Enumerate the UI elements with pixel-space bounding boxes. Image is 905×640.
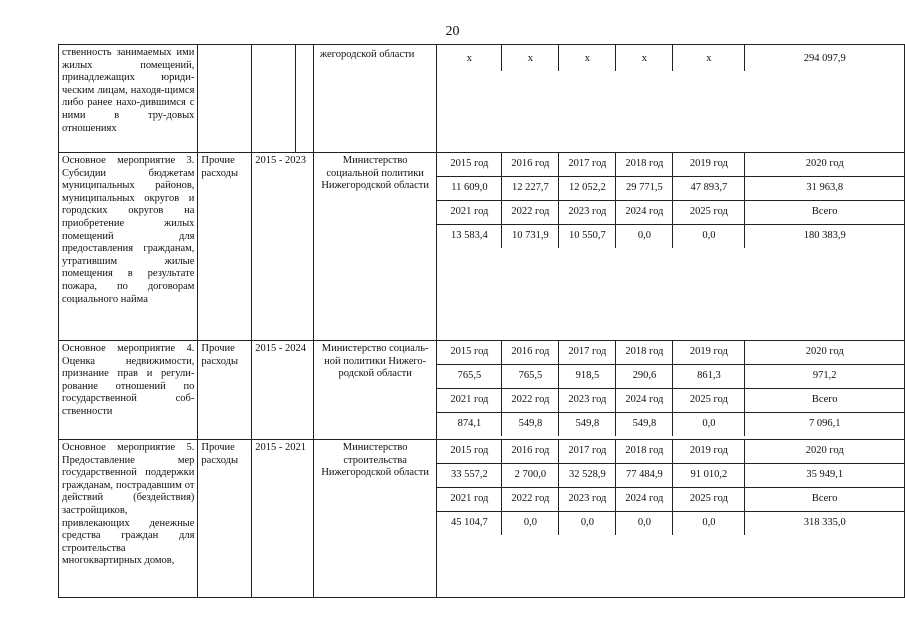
expense-type: Прочие расходы	[198, 341, 252, 440]
expense-type: Прочие расходы	[198, 153, 252, 341]
values-grid: 2015 год 2016 год 2017 год 2018 год 2019 год 2020 год 33 557,2 2 700,0 32 528,9 77 484,9 91 010,2 35 949,1 2021 год 2022 год 2023 год 2024 год 2025 год Всего 45 104,7 0,0 0,0 0,0 0,0 318 335,0	[437, 440, 904, 535]
measure-name: ственность занимаемых ими жилых помещений, принадлежащих юриди-ческим лицам, находя-щимся либо ранее нахо-дившимся с ними в тру-довых отношениях	[59, 45, 198, 153]
period: 2015 - 2024	[252, 341, 314, 440]
responsible-org: Министерство социаль-ной политики Нижего-родской области	[313, 341, 437, 440]
measure-name: Основное мероприятие 5. Предоставление мер государственной поддержки гражданам, пострадавшим от действий (бездействия) застройщиков, привлекающих денежные средства граждан для строительства многоквартирных домов,	[59, 440, 198, 598]
period: 2015 - 2023	[252, 153, 314, 341]
table-row	[59, 45, 905, 153]
measure-name: Основное мероприятие 4. Оценка недвижимости, признание прав и регули-рование отношений по государственной соб-ственности	[59, 341, 198, 440]
table-row	[59, 341, 905, 440]
values-grid: 2015 год 2016 год 2017 год 2018 год 2019 год 2020 год 11 609,0 12 227,7 12 052,2 29 771,5 47 893,7 31 963,8 2021 год 2022 год 2023 год 2024 год 2025 год Всего 13 583,4 10 731,9 10 550,7 0,0 0,0 180 383,9	[437, 153, 904, 248]
table-row	[59, 153, 905, 341]
period: 2015 - 2021	[252, 440, 314, 598]
page-number: 20	[445, 24, 460, 39]
responsible-org: Министерство строительства Нижегородской области	[313, 440, 437, 598]
values-grid: 2015 год 2016 год 2017 год 2018 год 2019 год 2020 год 765,5 765,5 918,5 290,6 861,3 971,2 2021 год 2022 год 2023 год 2024 год 2025 год Всего 874,1 549,8 549,8 549,8 0,0 7 096,1	[437, 341, 904, 436]
program-table	[58, 44, 905, 598]
measure-name: Основное мероприятие 3. Субсидии бюджетам муниципальных районов, муниципальных округов и городских округов на приобретение жилых помещений для предоставления гражданам, утратившим жилые помещения в результате пожара, по договорам социального найма	[59, 153, 198, 341]
expense-type: Прочие расходы	[198, 440, 252, 598]
responsible-org: Министерство социальной политики Нижегородской области	[313, 153, 437, 341]
responsible-org: жегородской области	[313, 45, 437, 153]
table-row	[59, 440, 905, 598]
values-grid: х х х х х 294 097,9	[437, 45, 904, 71]
